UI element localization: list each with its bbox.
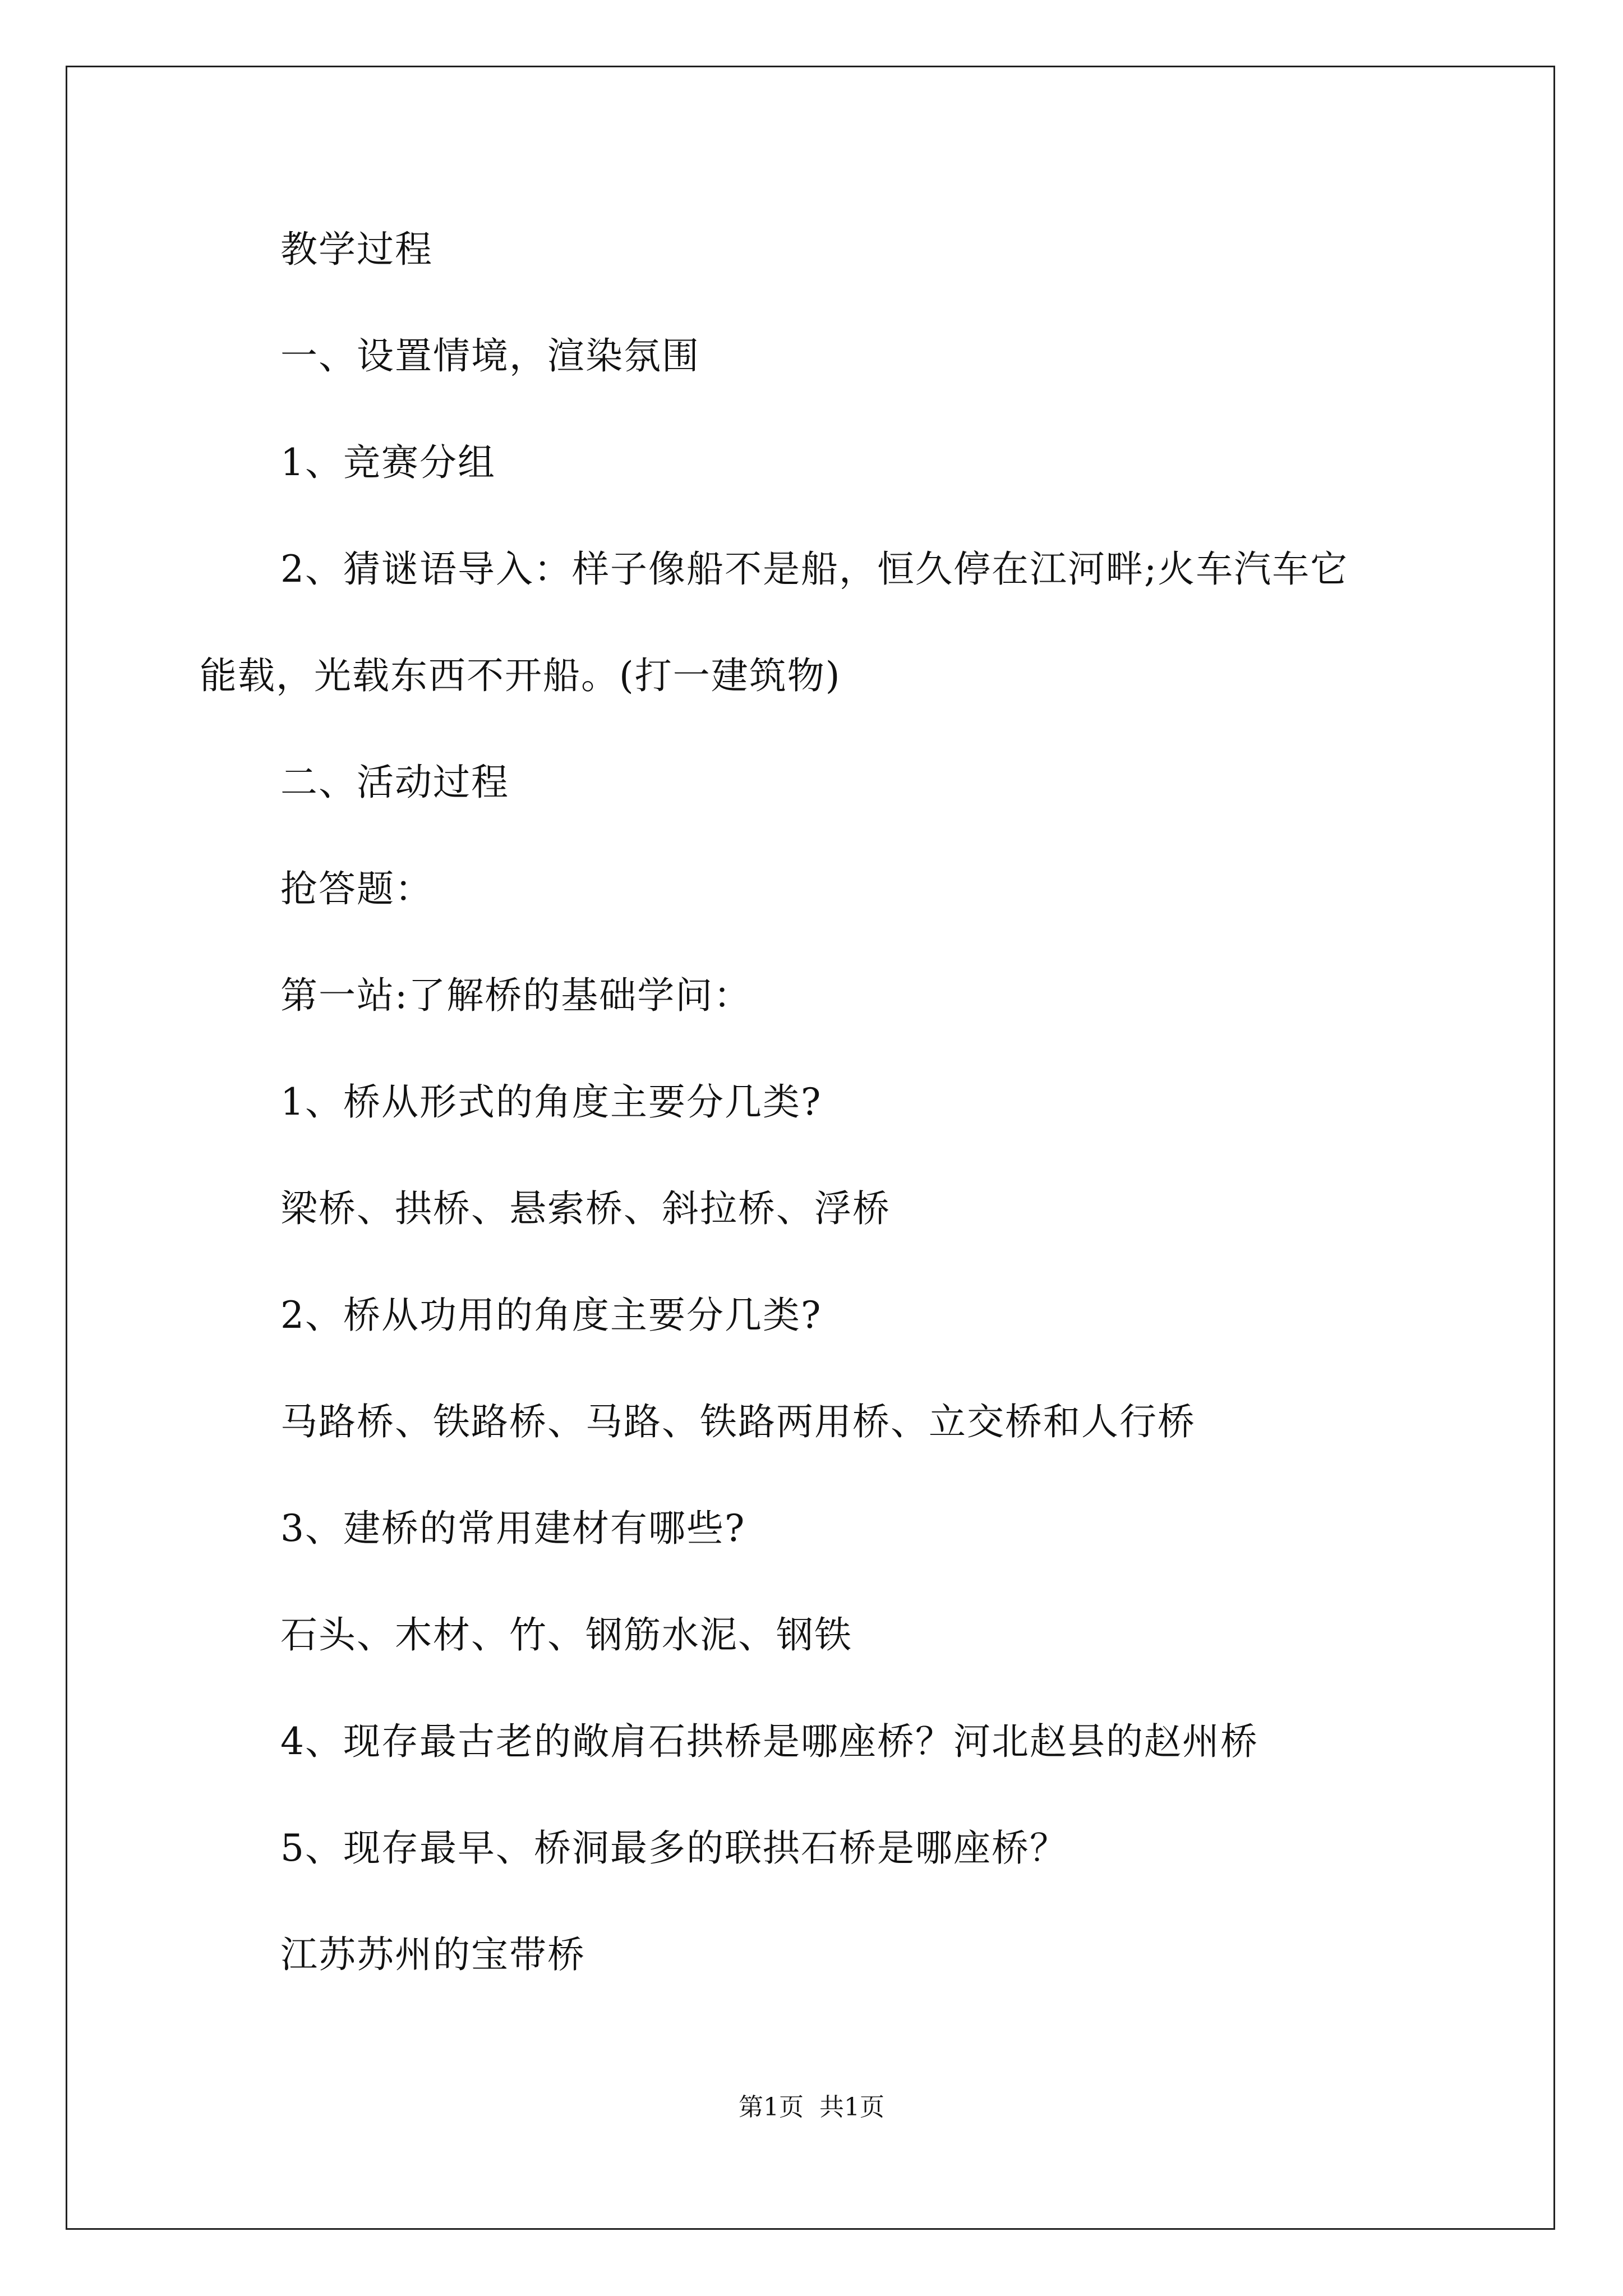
section-heading-1: 一、设置情境，渲染氛围 [280,334,700,378]
answer-line: 江苏苏州的宝带桥 [280,1933,585,1976]
page-border [66,66,1555,2230]
page-total: 共1页 [819,2093,884,2122]
question-line: 1、桥从形式的角度主要分几类? [280,1080,822,1124]
page-footer [0,2092,1623,2123]
question-line: 2、桥从功用的角度主要分几类? [280,1294,822,1337]
answer-line: 梁桥、拱桥、悬索桥、斜拉桥、浮桥 [280,1187,891,1230]
question-line: 4、现存最古老的敞肩石拱桥是哪座桥？河北赵县的赵州桥 [280,1720,1258,1763]
paragraph-line: 2、猜谜语导入：样子像船不是船，恒久停在江河畔;火车汽车它 [280,547,1349,591]
answer-line: 马路桥、铁路桥、马路、铁路两用桥、立交桥和人行桥 [280,1400,1196,1443]
page-number: 第1页 [739,2093,804,2122]
answer-line: 石头、木材、竹、钢筋水泥、钢铁 [280,1613,852,1657]
paragraph-line: 第一站:了解桥的基础学问： [280,974,752,1017]
paragraph-line: 1、竞赛分组 [280,441,496,484]
question-line: 5、现存最早、桥洞最多的联拱石桥是哪座桥？ [280,1826,1068,1870]
question-line: 3、建桥的常用建材有哪些? [280,1507,746,1550]
heading-teaching-process: 教学过程 [280,228,433,271]
paragraph-line: 抢答题： [280,867,433,910]
paragraph-line-continued: 能载，光载东西不开船。(打一建筑物) [200,654,841,697]
section-heading-2: 二、活动过程 [280,761,509,804]
